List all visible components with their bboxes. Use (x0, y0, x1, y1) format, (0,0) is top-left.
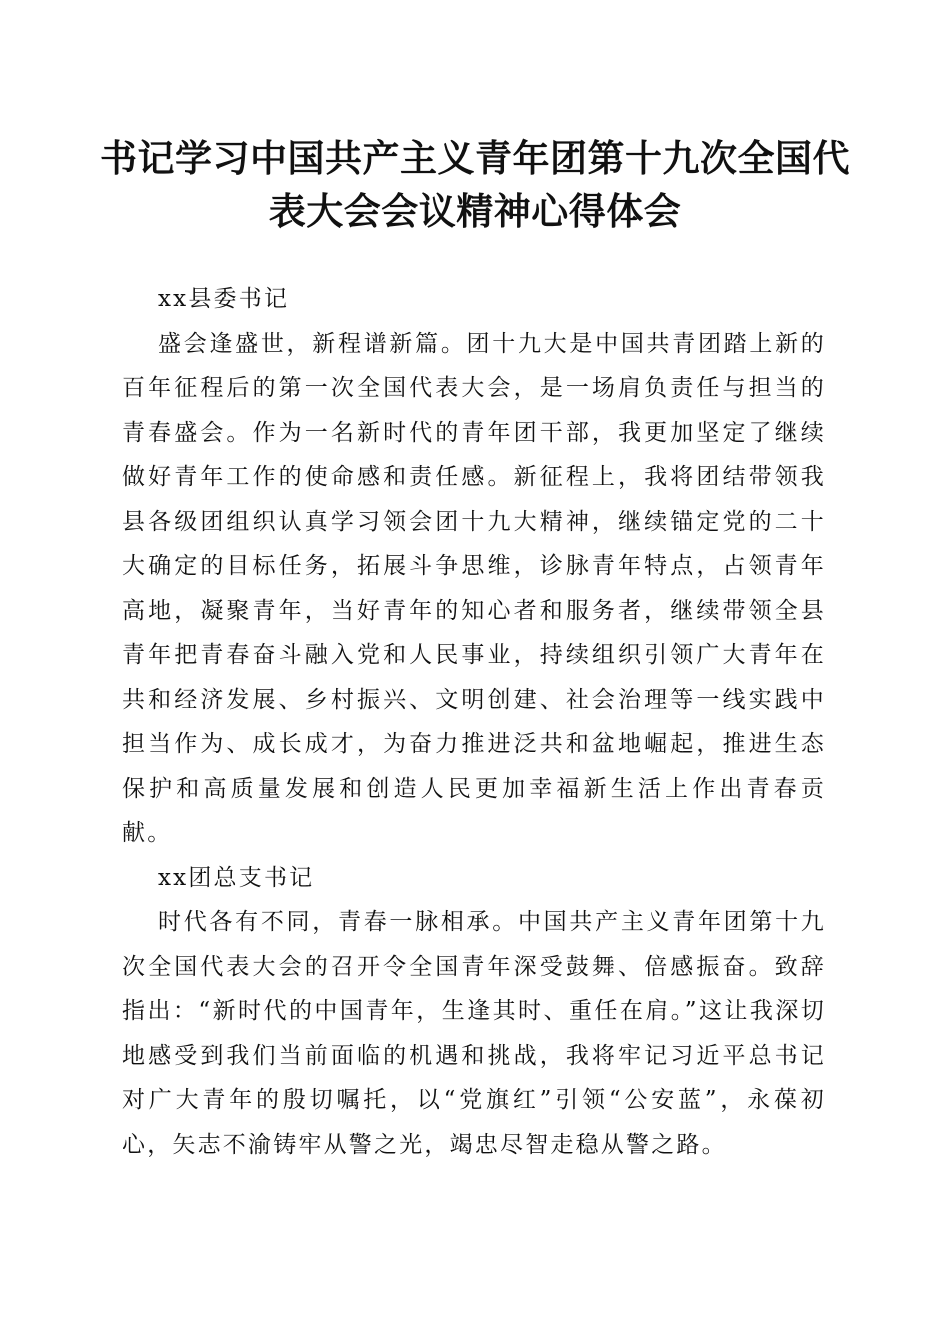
section-paragraph-1: 盛会逢盛世，新程谱新篇。团十九大是中国共青团踏上新的百年征程后的第一次全国代表大会，是一场肩负责任与担当的青春盛会。作为一名新时代的青年团干部，我更加坚定了继续做好青年工作的使命感和责任感。新征程上，我将团结带领我县各级团组织认真学习领会团十九大精神，继续锚定党的二十大确定的目标任务，拓展斗争思维，诊脉青年特点，占领青年高地，凝聚青年，当好青年的知心者和服务者，继续带领全县青年把青春奋斗融入党和人民事业，持续组织引领广大青年在共和经济发展、乡村振兴、文明创建、社会治理等一线实践中担当作为、成长成才，为奋力推进泛共和盆地崛起，推进生态保护和高质量发展和创造人民更加幸福新生活上作出青春贡献。 (122, 330, 826, 846)
document-title: 书记学习中国共产主义青年团第十九次全国代表大会会议精神心得体会 (100, 136, 850, 233)
section-paragraph-2: 时代各有不同，青春一脉相承。中国共产主义青年团第十九次全国代表大会的召开令全国青年深受鼓舞、倍感振奋。致辞指出：“新时代的中国青年，生逢其时、重任在肩。”这让我深切地感受到我们当前面临的机遇和挑战，我将牢记习近平总书记对广大青年的殷切嘱托，以“党旗红”引领“公安蓝”，永葆初心，矢志不渝铸牢从警之光，竭忠尽智走稳从警之路。 (122, 909, 826, 1158)
document-body (122, 277, 826, 1167)
section-author-1: xx县委书记 (158, 286, 290, 312)
section-author-2: xx团总支书记 (158, 864, 315, 891)
